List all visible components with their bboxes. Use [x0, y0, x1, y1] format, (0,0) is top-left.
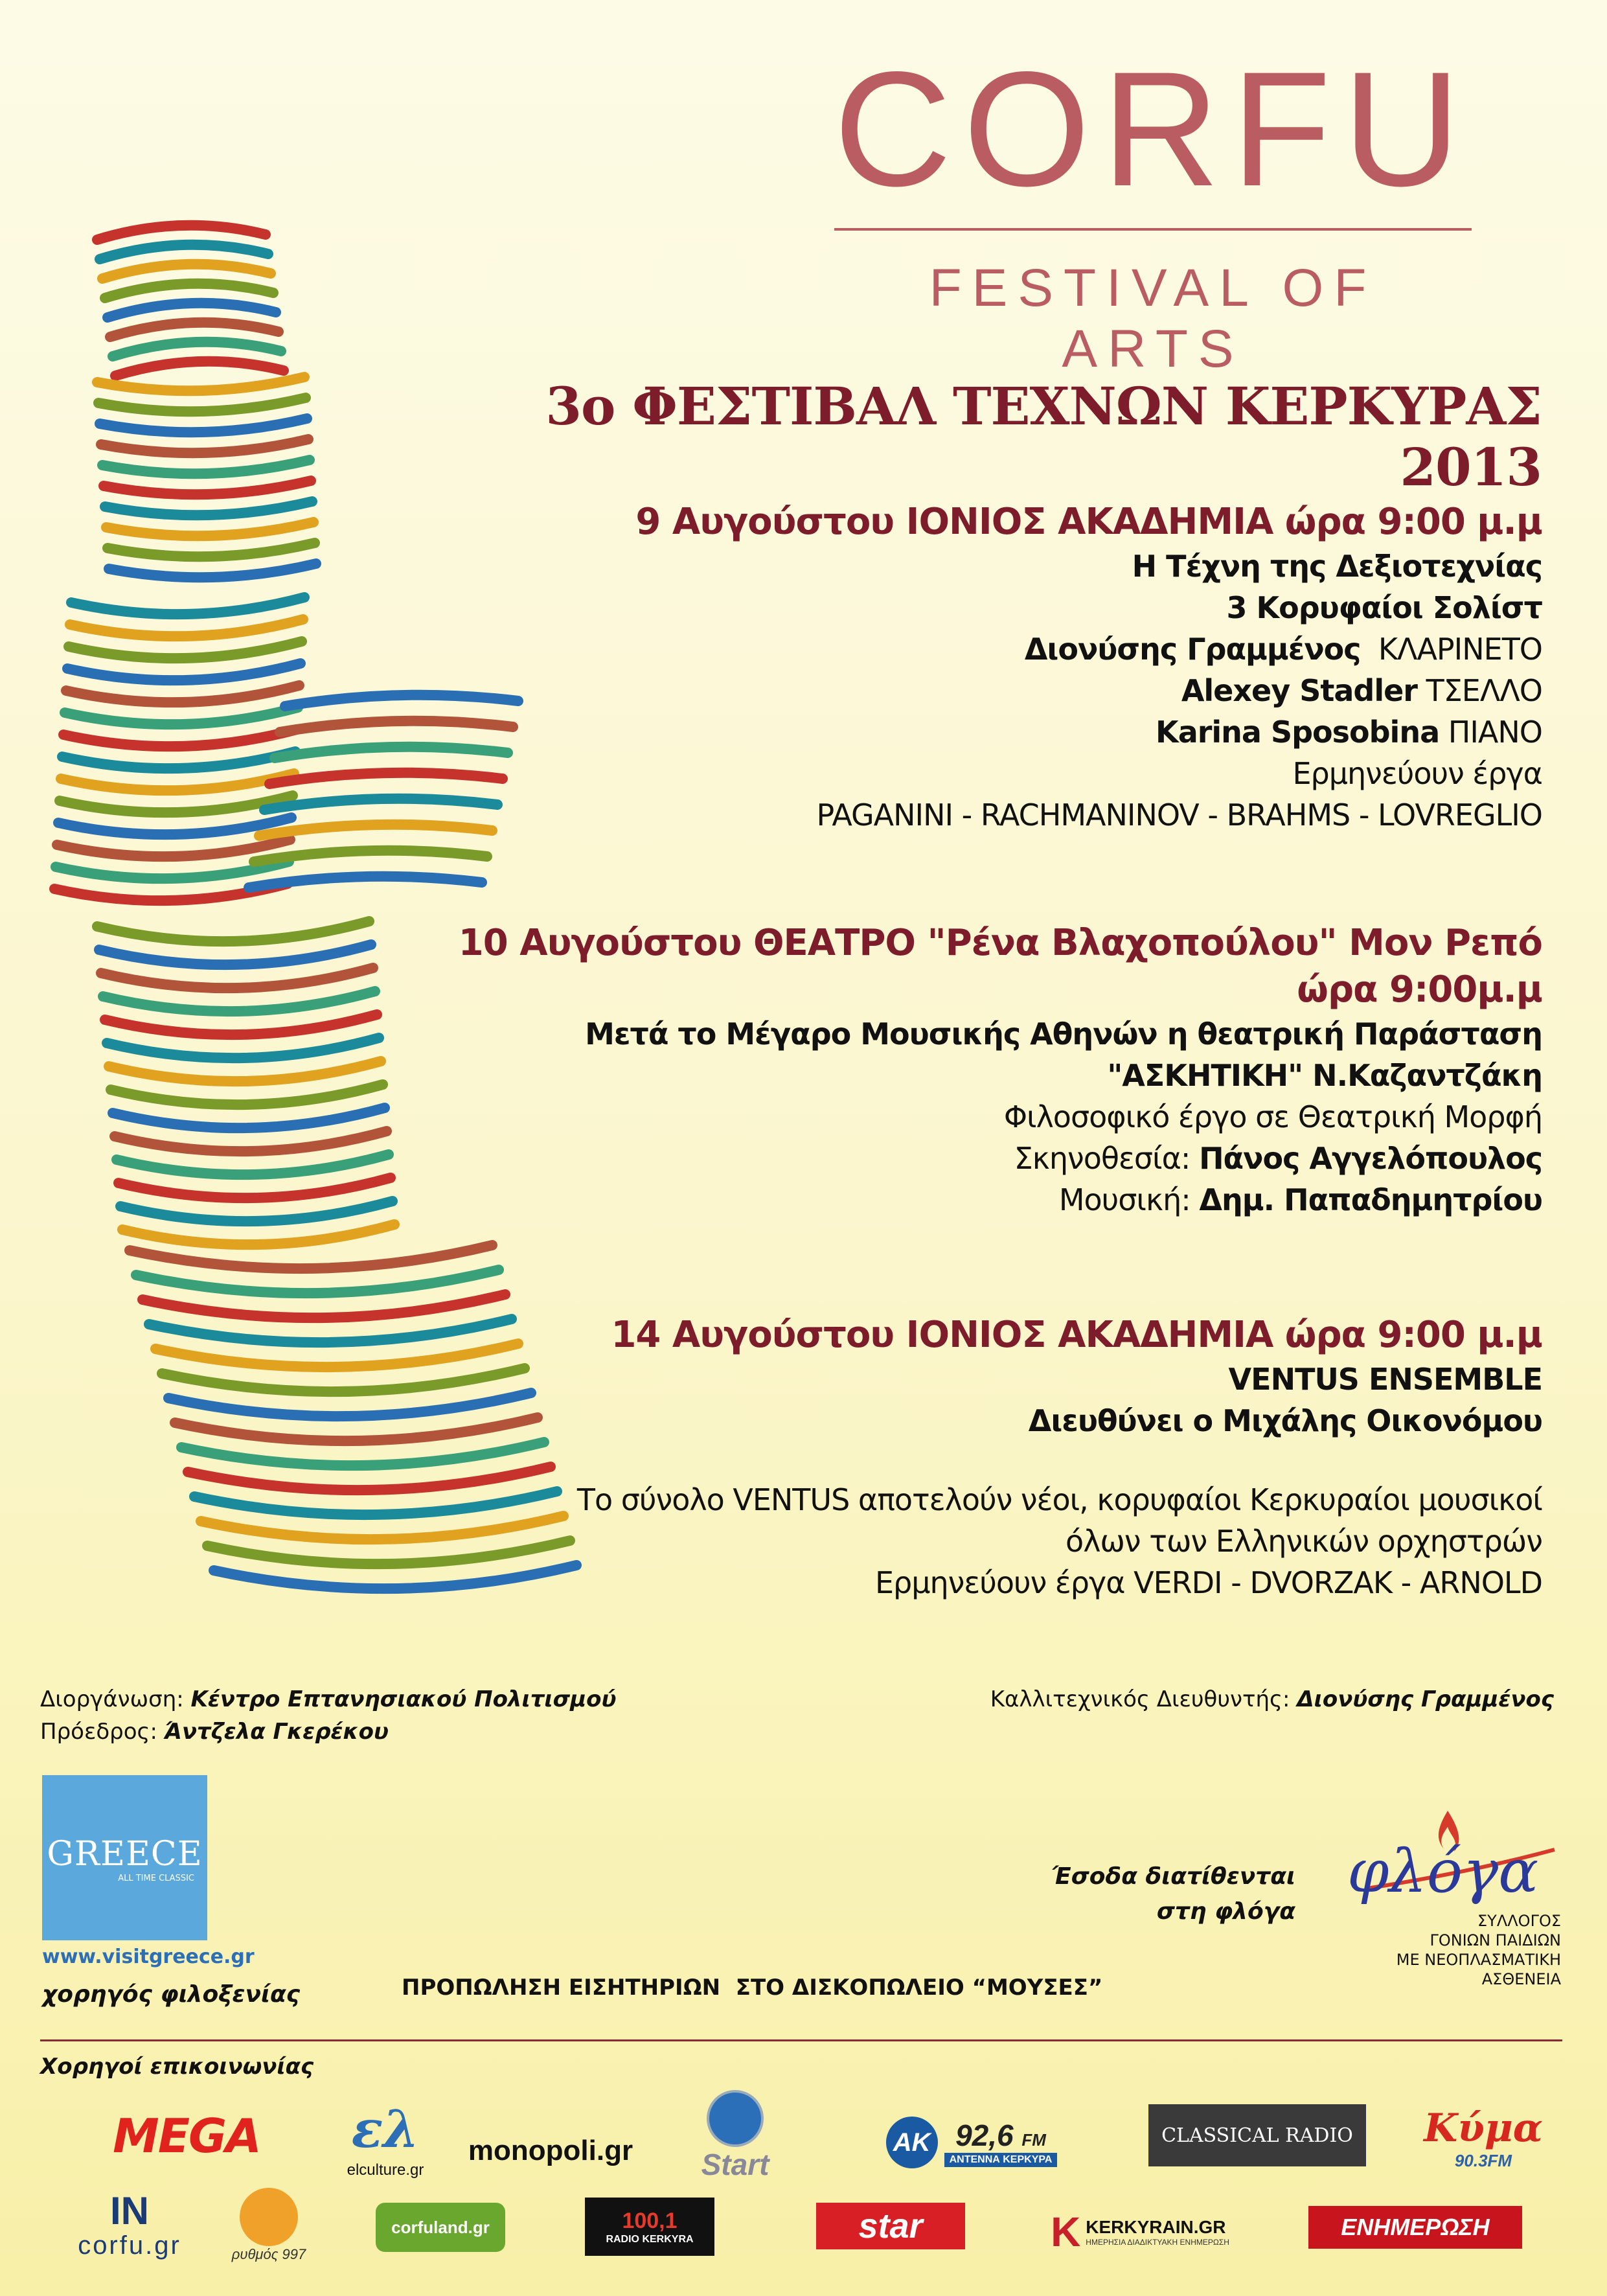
rythmos-logo — [211, 2177, 327, 2274]
figure-stroke — [110, 323, 279, 337]
event-3-desc2: όλων των Ελληνικών ορχηστρών — [1066, 1524, 1542, 1559]
sponsors-label: Χορηγοί επικοινωνίας — [40, 2054, 314, 2080]
direction-name: Πάνος Αγγελόπουλος — [1199, 1141, 1542, 1176]
brand-title: CORFU — [834, 38, 1472, 220]
rythmos-text: ρυθμός 997 — [231, 2246, 306, 2262]
figure-stroke — [102, 264, 271, 279]
music-name: Δημ. Παπαδημητρίου — [1199, 1182, 1542, 1217]
figure-stroke — [115, 1131, 387, 1151]
performer-instrument: ΤΣΕΛΛΟ — [1426, 673, 1542, 708]
figure-stroke — [98, 398, 306, 411]
figure-stroke — [130, 1245, 492, 1269]
figure-stroke — [57, 840, 290, 856]
figure-stroke — [62, 752, 295, 768]
incorfu-name: corfu.gr — [78, 2231, 181, 2260]
figure-stroke — [113, 342, 281, 356]
figure-stroke — [105, 1015, 377, 1035]
performer-1 — [635, 628, 1542, 670]
figure-stroke — [285, 695, 518, 706]
festival-title: 3ο ΦΕΣΤΙΒΑΛ ΤΕΧΝΩΝ ΚΕΡΚΥΡΑΣ 2013 — [545, 376, 1542, 498]
greece-logo — [42, 1775, 207, 1940]
event-2-line1: Μετά το Μέγαρο Μουσικής Αθηνών η θεατρική Παράσταση — [585, 1016, 1542, 1051]
elculture-logo — [337, 2086, 434, 2190]
figure-stroke — [275, 747, 508, 758]
greece-logo-tagline: ALL TIME CLASSIC — [118, 1874, 194, 1883]
radio-kerkyra-name: RADIO KERKYRA — [606, 2233, 694, 2245]
event-1 — [635, 499, 1542, 836]
figure-stroke — [63, 729, 297, 746]
figure-stroke — [109, 564, 316, 577]
art-director-name: Διονύσης Γραμμένος — [1297, 1686, 1554, 1712]
event-3-desc3: Ερμηνεύουν έργα VERDI - DVORZAK - ARNOLD — [874, 1565, 1542, 1600]
performer-2 — [635, 670, 1542, 711]
event-2-line3: Φιλοσοφικό έργο σε Θεατρική Μορφή — [1003, 1099, 1542, 1134]
start-circle-icon — [707, 2090, 764, 2147]
figure-stroke — [100, 419, 307, 432]
figure-stroke — [97, 921, 369, 941]
performer-name: Karina Sposobina — [1156, 715, 1440, 750]
performer-name: Alexey Stadler — [1181, 673, 1417, 708]
figure-stroke — [259, 825, 492, 836]
organizers — [40, 1683, 616, 1748]
brand-subtitle: FESTIVAL OF ARTS — [929, 258, 1377, 378]
greece-caption: χορηγός φιλοξενίας — [42, 1981, 301, 2008]
figure-stroke — [122, 1224, 394, 1245]
event-2 — [459, 920, 1542, 1221]
figure-stroke — [105, 284, 273, 298]
figure-stroke — [65, 707, 298, 724]
ak-circle-icon: AK — [886, 2117, 938, 2168]
footer-divider — [40, 2039, 1562, 2041]
radio-kerkyra-freq: 100,1 — [622, 2208, 678, 2233]
performer-3 — [635, 711, 1542, 753]
start-text: Start — [701, 2148, 769, 2181]
figure-stroke — [111, 1085, 383, 1105]
figure-stroke — [99, 945, 371, 965]
kyma-logo — [1419, 2099, 1548, 2177]
presale-text: ΠΡΟΠΩΛΗΣΗ ΕΙΣΗΤΗΡΙΩΝ ΣΤΟ ΔΙΣΚΟΠΩΛΕΙΟ “ΜΟΥΣΕΣ” — [402, 1975, 1103, 2001]
incorfu-logo — [65, 2190, 194, 2261]
ak-name: ΑΝΤΕΝΝΑ ΚΕΡΚΥΡΑ — [944, 2153, 1058, 2167]
performer-instrument: ΠΙΑΝΟ — [1448, 715, 1542, 750]
figure-stroke — [97, 225, 266, 240]
figure-stroke — [280, 721, 513, 732]
mega-logo: MEGA — [113, 2109, 260, 2163]
event-1-heading: 9 Αυγούστου ΙΟΝΙΟΣ ΑΚΑΔΗΜΙΑ ώρα 9:00 μ.μ — [635, 501, 1542, 543]
figure-stroke — [71, 597, 304, 614]
event-1-title2: 3 Κορυφαίοι Σολίστ — [1226, 590, 1542, 625]
performer-name: Διονύσης Γραμμένος — [1024, 632, 1361, 667]
kerkyrain-sub: ΗΜΕΡΗΣΙΑ ΔΙΑΔΙΚΤΥΑΚΗ ΕΝΗΜΕΡΩΣΗ — [1086, 2238, 1229, 2247]
event-2-time: ώρα 9:00μ.μ — [1297, 969, 1542, 1011]
figure-stroke — [101, 968, 373, 988]
radio-kerkyra-logo — [585, 2198, 714, 2256]
kerkyrain-k-icon: K — [1051, 2209, 1081, 2255]
figure-stroke — [249, 877, 482, 888]
floga-logo — [1341, 1801, 1561, 1989]
figure-stroke — [97, 377, 304, 391]
event-3-line2: Διευθύνει ο Μιχάλης Οικονόμου — [1028, 1403, 1542, 1438]
figure-stroke — [120, 1201, 393, 1221]
figure-stroke — [104, 481, 311, 494]
entry-note-line2: στη φλόγα — [1156, 1898, 1295, 1925]
figure-stroke — [108, 543, 315, 557]
figure-stroke — [60, 796, 293, 812]
ak-freq: 92,6 — [955, 2118, 1014, 2152]
event-3-line1: VENTUS ENSEMBLE — [1228, 1362, 1542, 1397]
greece-url: www.visitgreece.gr — [42, 1946, 255, 1968]
figure-stroke — [61, 774, 294, 790]
event-1-composers: PAGANINI - RACHMANINOV - BRAHMS - LOVREGLIO — [816, 798, 1542, 832]
figure-stroke — [119, 1178, 391, 1198]
event-1-performing: Ερμηνεύουν έργα — [1292, 756, 1542, 791]
figure-stroke — [69, 641, 302, 658]
art-director — [990, 1683, 1554, 1716]
kerkyrain-logo — [1036, 2203, 1244, 2261]
greece-logo-text: GREECE — [47, 1835, 203, 1874]
entry-note-line1: Έσοδα διατίθενται — [1051, 1863, 1295, 1890]
ak-radio-logo — [861, 2113, 1082, 2172]
kyma-freq: 90.3FM — [1454, 2150, 1512, 2170]
kerkyrain-text: KERKYRAIN.GR — [1086, 2217, 1226, 2237]
brand-block — [832, 38, 1474, 380]
start-logo — [674, 2087, 797, 2185]
elculture-text: elculture.gr — [347, 2161, 424, 2179]
performer-instrument: ΚΛΑΡΙΝΕΤΟ — [1378, 632, 1542, 667]
floga-line: ΑΣΘΕΝΕΙΑ — [1481, 1970, 1561, 1988]
figure-stroke — [70, 619, 303, 636]
figure-stroke — [105, 501, 312, 515]
president-name: Άντζελα Γκερέκου — [164, 1719, 389, 1745]
figure-stroke — [254, 851, 487, 862]
figure-stroke — [107, 1038, 379, 1058]
figure-stroke — [109, 1061, 381, 1081]
figure-stroke — [108, 303, 276, 317]
star-logo: star — [816, 2203, 965, 2249]
kyma-text: Κύμα — [1424, 2105, 1543, 2151]
figure-stroke — [100, 245, 268, 259]
floga-line: ΜΕ ΝΕΟΠΛΑΣΜΑΤΙΚΗ — [1396, 1951, 1561, 1969]
floga-line: ΓΟΝΙΩΝ ΠΑΙΔΙΩΝ — [1430, 1931, 1561, 1949]
floga-logo-text: φλόγα — [1347, 1837, 1539, 1906]
figure-stroke — [117, 1154, 389, 1175]
org-name: Κέντρο Επτανησιακού Πολιτισμού — [190, 1686, 617, 1712]
president-label: Πρόεδρος: — [40, 1719, 157, 1745]
ak-fm: FM — [1021, 2130, 1046, 2150]
figure-stroke — [264, 799, 497, 810]
figure-stroke — [113, 1108, 385, 1128]
floga-description — [1341, 1911, 1561, 1989]
event-2-heading: 10 Αυγούστου ΘΕΑΤΡΟ "Ρένα Βλαχοπούλου" Μον Ρεπό — [458, 922, 1542, 964]
figure-stroke — [66, 685, 299, 702]
enimerosi-logo: ΕΝΗΜΕΡΩΣΗ — [1308, 2206, 1522, 2249]
event-3-heading: 14 Αυγούστου ΙΟΝΙΟΣ ΑΚΑΔΗΜΙΑ ώρα 9:00 μ.μ — [611, 1314, 1542, 1356]
figure-stroke — [269, 773, 503, 784]
figure-stroke — [101, 439, 308, 453]
music-label: Μουσική: — [1058, 1182, 1191, 1217]
corfuland-logo: corfuland.gr — [376, 2203, 505, 2252]
event-3-desc1: Το σύνολο VENTUS αποτελούν νέοι, κορυφαίοι Κερκυραίοι μουσικοί — [576, 1482, 1542, 1517]
elculture-mark-icon: ελ — [351, 2098, 420, 2159]
figure-stroke — [102, 460, 310, 474]
entry-note — [1036, 1859, 1295, 1929]
figure-stroke — [106, 522, 313, 536]
classical-radio-logo: CLASSICAL RADIO — [1148, 2104, 1366, 2166]
rythmos-star-icon — [240, 2188, 298, 2246]
event-2-line2: "ΑΣΚΗΤΙΚΗ" Ν.Καζαντζάκη — [1107, 1058, 1542, 1093]
figure-stroke — [67, 663, 301, 680]
brand-divider — [834, 228, 1472, 231]
figure-stroke — [103, 991, 375, 1011]
floga-line: ΣΥΛΛΟΓΟΣ — [1477, 1912, 1561, 1930]
event-3 — [577, 1312, 1542, 1603]
org-label: Διοργάνωση: — [40, 1686, 184, 1712]
event-1-title1: Η Τέχνη της Δεξιοτεχνίας — [1132, 549, 1542, 584]
direction-label: Σκηνοθεσία: — [1014, 1141, 1191, 1176]
figure-stroke — [115, 362, 284, 376]
incorfu-in: IN — [110, 2188, 149, 2233]
art-director-label: Καλλιτεχνικός Διευθυντής: — [990, 1686, 1290, 1712]
monopoli-logo: monopoli.gr — [468, 2135, 633, 2166]
